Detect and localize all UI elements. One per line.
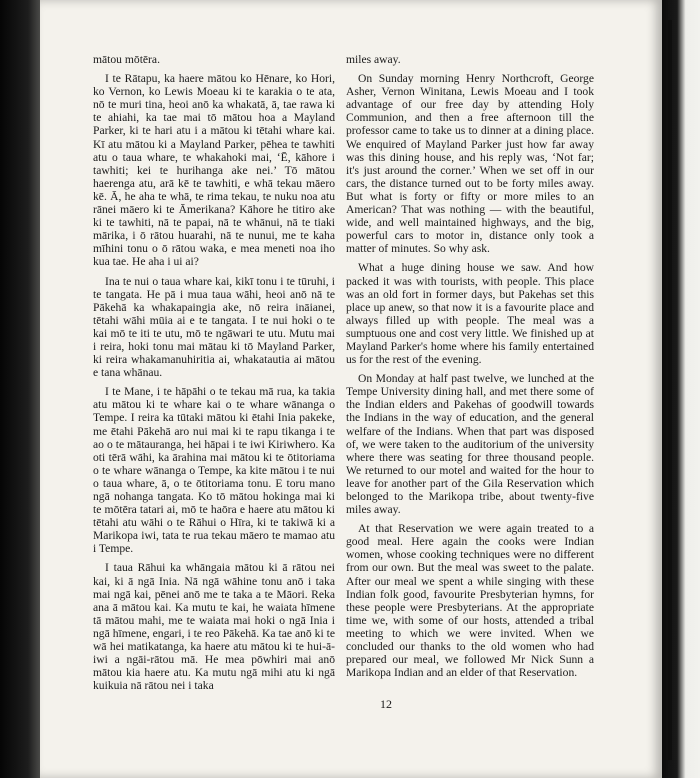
paragraph: miles away. (346, 53, 401, 66)
adjacent-page-edge (668, 20, 672, 760)
paragraph: I taua Rāhui ka whāngaia mātou ki ā rātou nei kai, ki ā ngā Inia. Nā ngā wāhine tonu anō i taka mai ngā kai, pēnei anō me te taka a te Māori. Reka ana ā mātou kai. Ka mutu te kai, he waiata hīmene tā mātou mahi, me te waiata mai hoki o ngā Inia i ngā hīmene, engari, i te reo Pākehā. Ka tae anō ki te wā hei matikatanga, ka haere atu mātou ki te hui-ā-iwi a ngāi-rātou mā. He mea pōwhiri mai anō mātou kia haere atu. Ka mutu ngā mihi atu ki ngā kuikuia nā rātou nei i taka (93, 561, 335, 693)
paragraph: Ina te nui o taua whare kai, kikī tonu i te tūruhi, i te tangata. He pā i mua taua wāhi, heoi anō nā te Pākehā ka whakapaingia ake, nō reira ināianei, tētahi wāhi mūia ai e te tangata. I te nui hoki o te kai mō te iti te utu, mō te ngāwari te utu. Mutu mai i reira, hoki tonu mai mātau ki tō Mayland Parker, ki reira whakamanuhiritia ai, whakatautia ai mātou e tana whānau. (93, 274, 335, 380)
paragraph: At that Reservation we were again treated to a good meal. Here again the cooks were Indian women, whose cooking techniques were no different from our own. But the meal was sweet to the palate. After our meal we spent a while singing with these Indian folk good, favourite Presbyterian hymns, for these people were Presbyterians. At the appropriate time we, with some of our hosts, attended a tribal meeting to which we were invited. When we concluded our thanks to the old women who had prepared our meal, we followed Mr Nick Sunn a Marikopa Indian and an elder of that Reservation. (346, 522, 594, 680)
maori-text-column (93, 53, 335, 692)
english-text-column (346, 53, 594, 679)
paragraph: What a huge dining house we saw. And how packed it was with tourists, with people. This place was an old fort in former days, but Pakehas set this place up anew, so that now it is a favourite place and always filled up with people. The meal was a sumptuous one and cost very little. We finished up at Mayland Parker's home where his family entertained us for the rest of the evening. (346, 261, 594, 367)
scan-edge-left (0, 0, 40, 778)
paragraph: I te Rātapu, ka haere mātou ko Hēnare, ko Hori, ko Vernon, ko Lewis Moeau ki te karakia o te ata, nō te muri tina, heoi anō ka whakatā, ā, tae rawa ki te ahiahi, ka tae mai tō mātou hoa a Mayland Parker, ki te hari atu i a mātou ki tētahi whare kai. Kī atu mātou ki a Mayland Parker, pēhea te tawhiti atu o taua whare, te whakahoki mai, ‘Ē, kāhore i tawhiti; kei te hurihanga ake nei.’ Tō mātou haerenga atu, arā kē te tawhiti, e whā tekau māero kē. Ā, he aha te whā, te rima tekau, te nuku noa atu rānei māero ki te Āmerikana? Kāhore he titiro ake ki te tawhiti, nā te papai, nā te whānui, nā te tiaki mārika, i ō rātou huarahi, nā te nunui, me te kaha mīhini tonu o ō rātou waka, e mea meneti noa iho kua tae. He aha i ui ai? (93, 72, 335, 269)
paragraph: mātou mōtēra. (93, 53, 160, 66)
paragraph: On Monday at half past twelve, we lunched at the Tempe University dining hall, and met there some of the Indian elders and Pakehas of goodwill towards the Indians in the way of education, and the general welfare of the Indians. When that part was disposed of, we were taken to the auditorium of the university where there was seating for three thousand people. We returned to our motel and waited for the hour to leave for another part of the Gila Reservation which belonged to the Marikopa tribe, about twenty-five miles away. (346, 372, 594, 517)
paragraph: I te Mane, i te hāpāhi o te tekau mā rua, ka takia atu mātou ki te whare kai o te whare wānanga o Tempe. I reira ka tūtaki mātou ki ētahi Inia pakeke, me ētahi Pākehā aro nui mai ki te rapu tikanga i te ao o te mātauranga, hei hāpai i te iwi Kiriwhero. Ka oti tērā wāhi, ka ārahina mai mātou ki te ōtitoriama o te whare wānanga o Tempe, ka kite mātou i te nui o taua whare, ā, o te ōtitoriama tonu. E toru mano ngā nohanga tangata. Ko tō mātou hokinga mai ki te mōtēra tatari ai, mō te haōra e haere atu mātou ki tētahi atu wāhi o te Rāhui o Hīra, ki te takiwā ki a Marikopa iwi, tata te rua tekau māero te mamao atu i Tempe. (93, 385, 335, 556)
paragraph: On Sunday morning Henry Northcroft, George Asher, Vernon Winitana, Lewis Moeau and I took advantage of our free day by attending Holy Communion, and then a free afternoon till the professor came to take us to dinner at a dining place. We enquired of Mayland Parker just how far away was this dining house, and his reply was, ‘Not far; it's just around the corner.’ When we set off in our cars, the distance turned out to be forty miles away. But what is forty or fifty or more miles to an American? That was nothing — with the beautiful, wide, and well maintained highways, and the big, powerful cars to motor in, distance only took a matter of minutes. So why ask. (346, 72, 594, 256)
page-number: 12 (380, 697, 392, 711)
